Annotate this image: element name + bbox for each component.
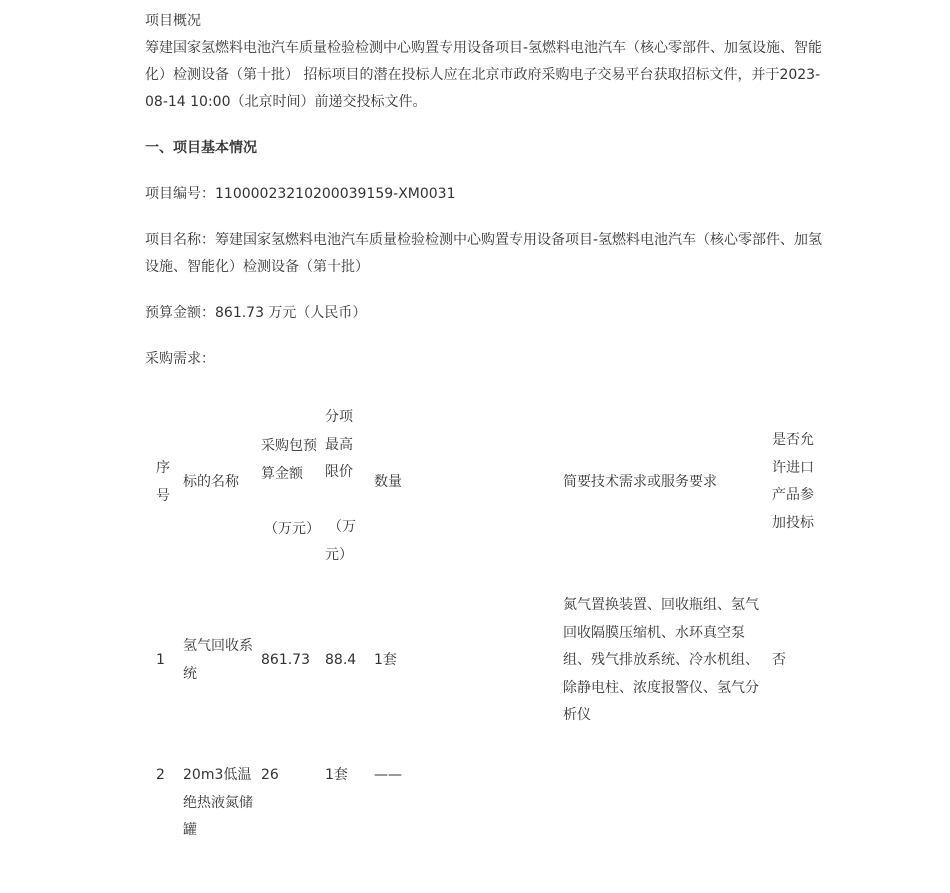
overview-title: 项目概况 xyxy=(145,13,201,29)
table-row-1-qty: 1套 xyxy=(374,652,397,668)
project-name: 项目名称：筹建国家氢燃料电池汽车质量检验检测中心购置专用设备项目-氢燃料电池汽车（核心零部件、加氢设施、智能化）检测设备（第十批） xyxy=(145,232,823,275)
table-row-1-seq: 1 xyxy=(156,652,165,668)
table-row-2-budget: 26 xyxy=(261,767,279,783)
table-row-1-name: 氢气回收系 统 xyxy=(183,638,253,682)
requirements-table xyxy=(145,400,835,893)
table-row-1-req: 氮气置换装置、回收瓶组、氢气 回收隔膜压缩机、水环真空泵 组、残气排放系统、冷水机组、 除静电柱、浓度报警仪、氢气分 析仪 xyxy=(563,597,759,723)
table-row-2-name: 20m3低温 绝热液氮储 罐 xyxy=(183,767,253,838)
table-row-1-budget: 861.73 xyxy=(261,652,310,668)
table-row-2-qty: —— xyxy=(374,767,402,783)
requirements-label: 采购需求： xyxy=(145,351,215,367)
notice-content xyxy=(145,8,835,373)
budget-amount: 预算金额：861.73 万元（人民币） xyxy=(145,305,367,321)
table-header-import: 是否允 许进口 产品参 加投标 xyxy=(772,432,814,531)
table-row-1-import: 否 xyxy=(772,652,786,668)
table-row-2-limit: 1套 xyxy=(325,767,348,783)
overview-text: 筹建国家氢燃料电池汽车质量检验检测中心购置专用设备项目-氢燃料电池汽车（核心零部件、加氢设施、智能化）检测设备（第十批） 招标项目的潜在投标人应在北京市政府采购电子交易平台获取招标文件，并于2023-08-14 10:00（北京时间）前递交投标文件。 xyxy=(145,40,823,110)
table-header-qty: 数量 xyxy=(374,474,402,490)
table-header-req: 简要技术需求或服务要求 xyxy=(563,474,717,490)
table-header-limit: 分项 最高 限价 （万 元） xyxy=(325,409,356,563)
project-number: 项目编号：11000023210200039159-XM0031 xyxy=(145,186,456,202)
table-header-budget: 采购包预 算金额 （万元） xyxy=(261,438,320,537)
table-header-name: 标的名称 xyxy=(183,474,239,490)
section-heading: 一、项目基本情况 xyxy=(145,140,257,156)
table-row-2-seq: 2 xyxy=(156,767,165,783)
table-row-1-limit: 88.4 xyxy=(325,652,357,668)
table-header-seq: 序 号 xyxy=(156,460,170,504)
